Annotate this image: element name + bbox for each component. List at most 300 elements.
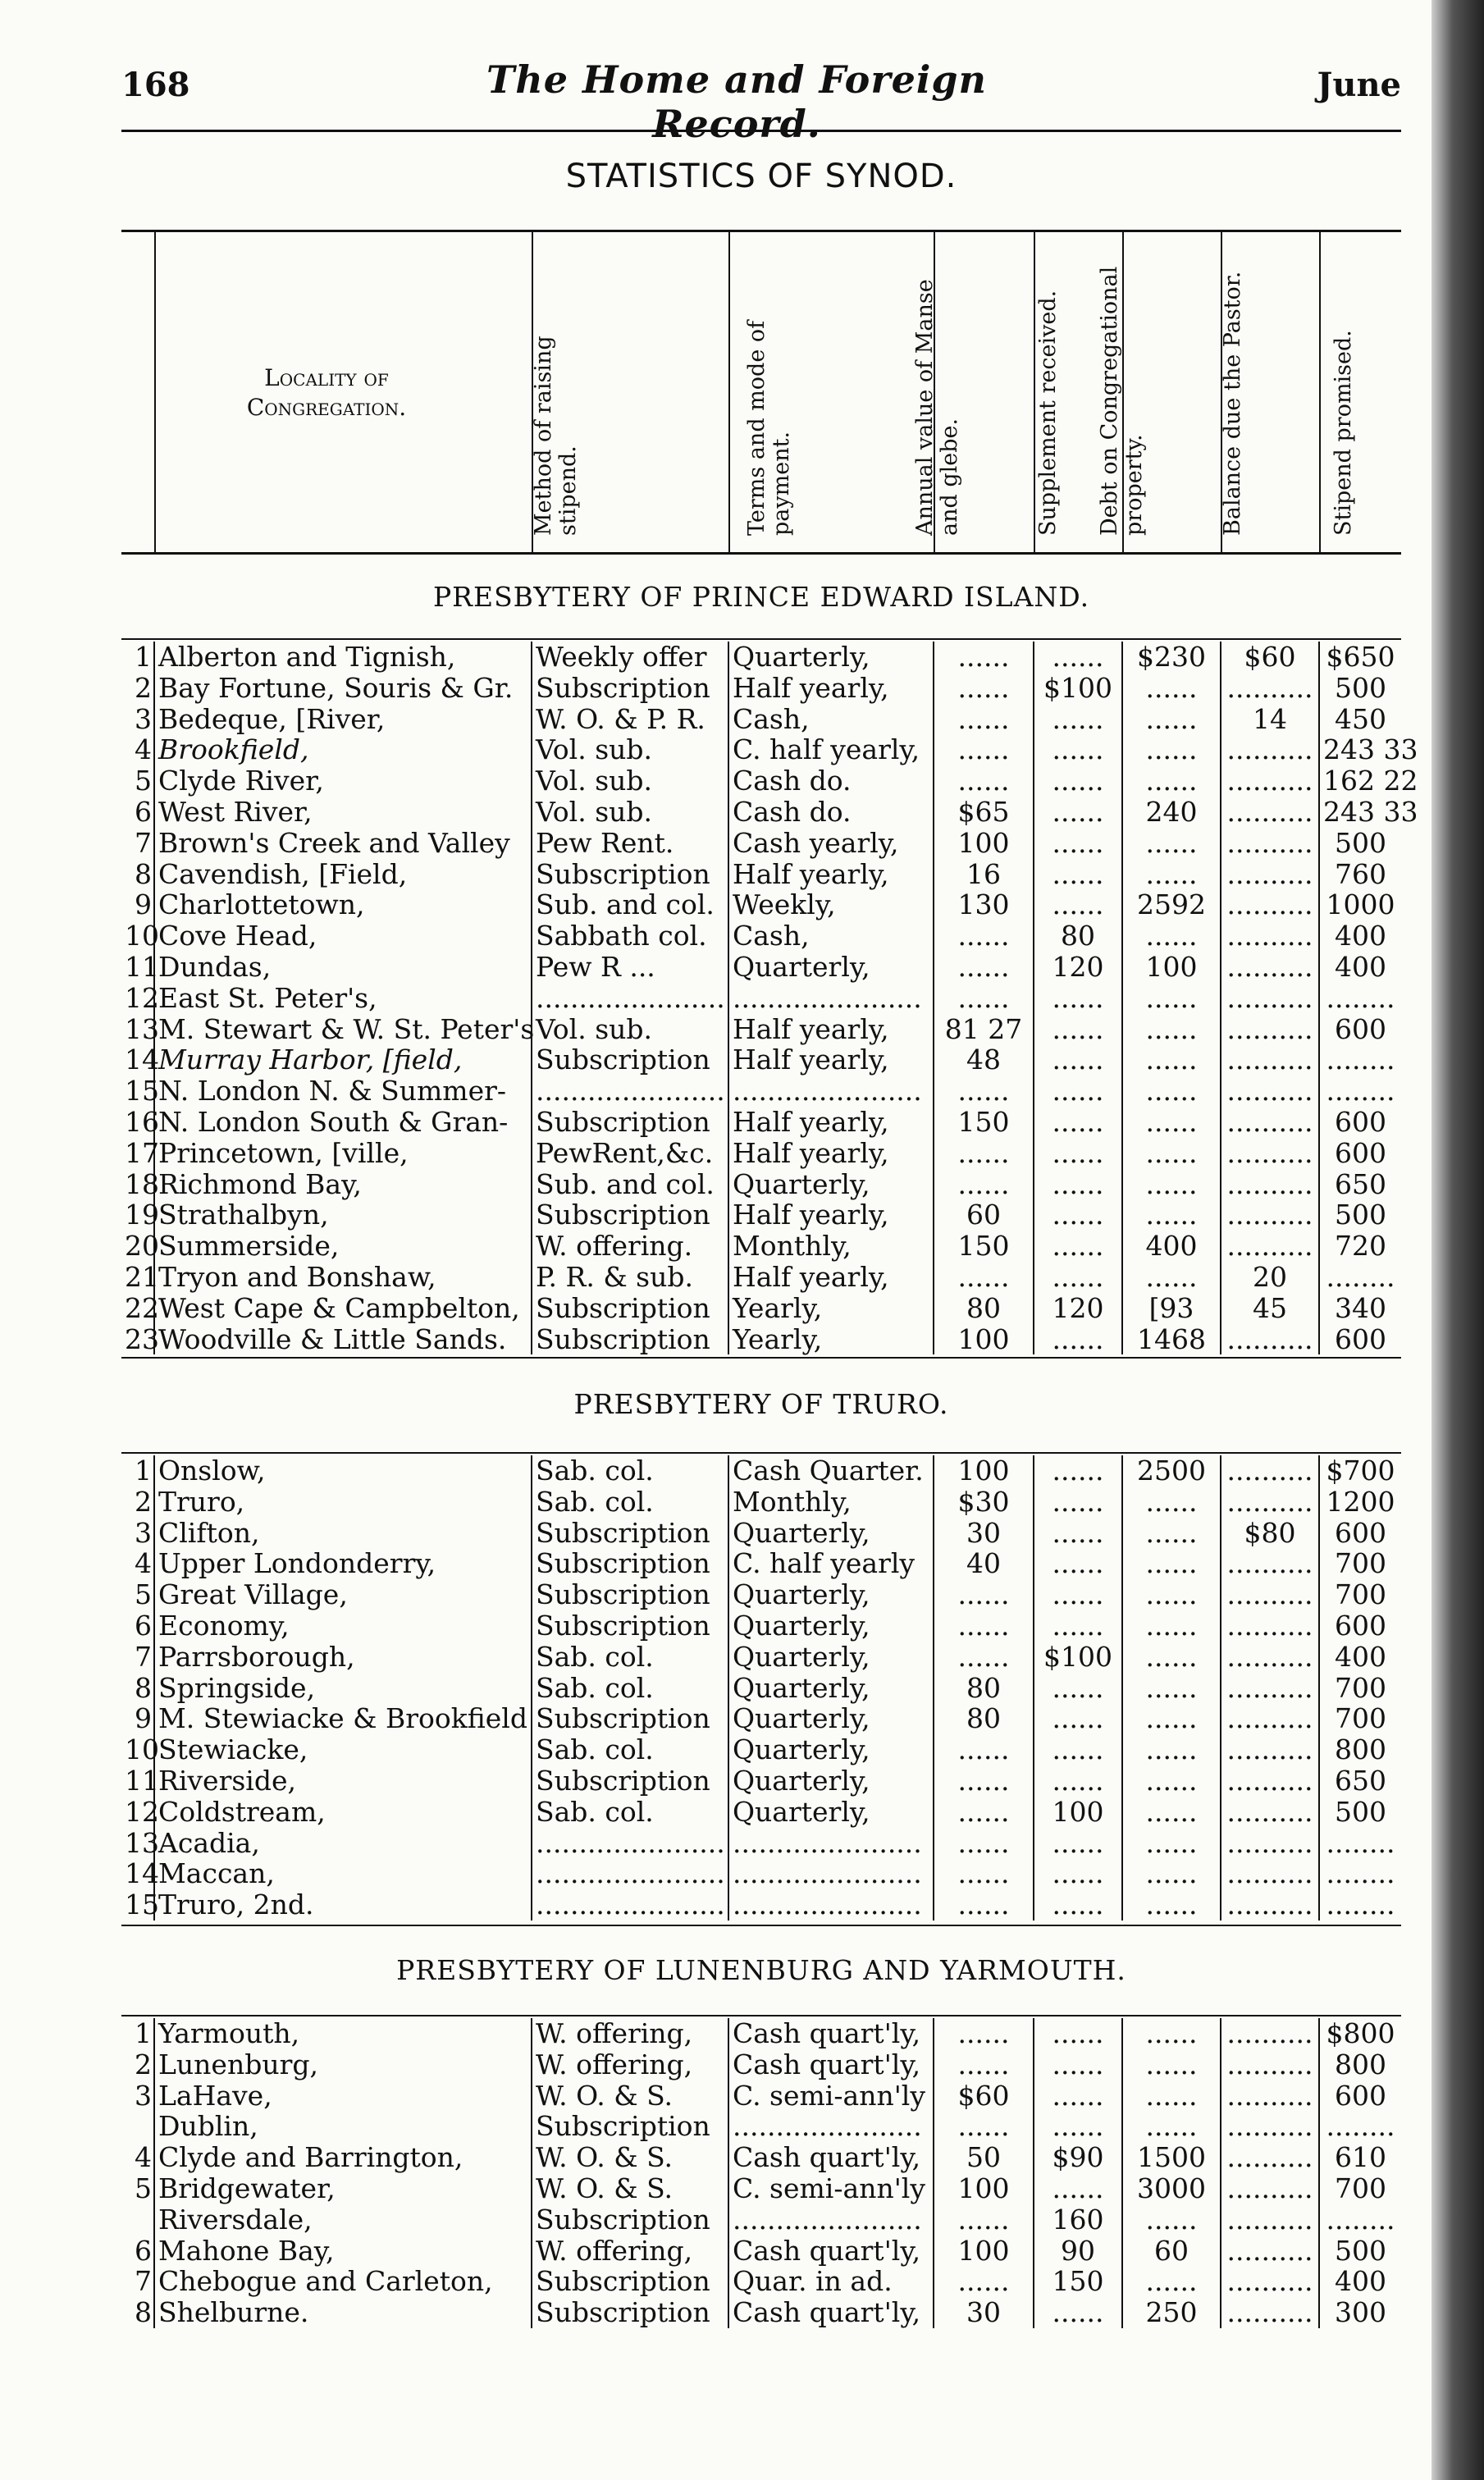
locality-cell: East St. Peter's, [158, 981, 377, 1014]
terms-cell: Weekly, [728, 889, 934, 920]
manse-cell: ...... [934, 1138, 1034, 1169]
manse-cell: 150 [934, 1107, 1034, 1138]
debt-cell: ...... [1122, 859, 1221, 890]
supplement-cell: 160 [1034, 2204, 1122, 2236]
page-title: STATISTICS OF SYNOD. [565, 158, 957, 195]
row-number: 1 [121, 2018, 154, 2049]
row-number: 22 [121, 1293, 154, 1324]
supplement-cell: ...... [1034, 1610, 1122, 1642]
statistics-table-lunenburg [121, 2018, 1401, 2328]
row-number: 15 [121, 1076, 154, 1107]
table-row [121, 1548, 1401, 1579]
debt-cell: 250 [1122, 2297, 1221, 2328]
balance-cell: 14 [1221, 704, 1319, 735]
stipend-cell: 400 [1319, 920, 1401, 952]
row-number: 6 [121, 1610, 154, 1642]
balance-cell: .......... [1221, 2236, 1319, 2267]
balance-cell: .......... [1221, 1610, 1319, 1642]
method-cell: Subscription [532, 1579, 728, 1610]
supplement-cell: ...... [1034, 765, 1122, 797]
debt-cell: ...... [1122, 1518, 1221, 1549]
stipend-cell: ........ [1319, 2204, 1401, 2236]
debt-cell: ...... [1122, 734, 1221, 765]
locality-cell: Dublin, [158, 2110, 258, 2143]
locality-cell: Chebogue and Carleton, [158, 2265, 493, 2298]
manse-cell: ...... [934, 1765, 1034, 1797]
balance-cell: .......... [1221, 1673, 1319, 1704]
stipend-cell: 650 [1319, 1169, 1401, 1200]
row-number: 6 [121, 797, 154, 828]
table-row [121, 1262, 1401, 1293]
terms-cell: ...................... [728, 1858, 934, 1889]
debt-cell: 400 [1122, 1231, 1221, 1262]
balance-cell: .......... [1221, 1889, 1319, 1921]
row-number: 9 [121, 1703, 154, 1734]
supplement-cell: 120 [1034, 952, 1122, 983]
debt-cell: ...... [1122, 2018, 1221, 2049]
locality-cell: Maccan, [158, 1857, 275, 1890]
balance-cell: .......... [1221, 1703, 1319, 1734]
method-cell: Subscription [532, 1548, 728, 1579]
manse-cell: 100 [934, 1324, 1034, 1355]
debt-cell: ...... [1122, 1076, 1221, 1107]
balance-cell: .......... [1221, 2111, 1319, 2142]
table-row [121, 828, 1401, 859]
stipend-cell: 700 [1319, 1703, 1401, 1734]
debt-cell: ...... [1122, 1262, 1221, 1293]
debt-cell: ...... [1122, 704, 1221, 735]
manse-cell: ...... [934, 2111, 1034, 2142]
terms-cell: Monthly, [728, 1487, 934, 1518]
column-header [121, 230, 1401, 555]
section-rule [121, 1925, 1401, 1926]
supplement-cell: 150 [1034, 2266, 1122, 2297]
table-row [121, 1579, 1401, 1610]
terms-cell: Cash, [728, 920, 934, 952]
table-row [121, 859, 1401, 890]
row-number: 4 [121, 734, 154, 765]
supplement-cell: ...... [1034, 1324, 1122, 1355]
terms-cell: Quarterly, [728, 1797, 934, 1828]
locality-cell: Truro, 2nd. [158, 1889, 314, 1921]
method-cell: Subscription [532, 1518, 728, 1549]
terms-cell: Cash do. [728, 797, 934, 828]
balance-cell: .......... [1221, 1797, 1319, 1828]
stipend-cell: 400 [1319, 1642, 1401, 1673]
table-row [121, 1199, 1401, 1231]
debt-header: Debt on Congregational property. [1097, 266, 1147, 536]
locality-header-line1: Locality of [264, 364, 389, 391]
method-cell: Subscription [532, 2111, 728, 2142]
balance-cell: .......... [1221, 1138, 1319, 1169]
row-number: 8 [121, 1673, 154, 1704]
method-cell: P. R. & sub. [532, 1262, 728, 1293]
section-title: PRESBYTERY OF PRINCE EDWARD ISLAND. [432, 581, 1090, 613]
manse-cell: ...... [934, 673, 1034, 704]
stipend-cell: 1200 [1319, 1487, 1401, 1518]
locality-cell: Bay Fortune, Souris & Gr. [158, 671, 514, 704]
row-number: 10 [121, 1734, 154, 1765]
stipend-cell: ........ [1319, 1828, 1401, 1859]
stipend-cell: 243 33 [1319, 797, 1401, 828]
terms-cell: Quarterly, [728, 952, 934, 983]
stipend-cell: ........ [1319, 1858, 1401, 1889]
supplement-cell: ...... [1034, 1138, 1122, 1169]
method-cell: Subscription [532, 673, 728, 704]
method-cell: Subscription [532, 2297, 728, 2328]
supplement-cell: ...... [1034, 2111, 1122, 2142]
manse-cell: 100 [934, 1455, 1034, 1487]
method-cell: Vol. sub. [532, 1014, 728, 1045]
stipend-cell: 162 22 [1319, 765, 1401, 797]
table-row [121, 642, 1401, 673]
debt-cell: ...... [1122, 765, 1221, 797]
terms-cell: Quarterly, [728, 1734, 934, 1765]
table-row [121, 2204, 1401, 2236]
supplement-cell: ...... [1034, 704, 1122, 735]
supplement-cell: ...... [1034, 1487, 1122, 1518]
stipend-cell: 243 33 [1319, 734, 1401, 765]
debt-cell: ...... [1122, 1579, 1221, 1610]
statistics-table-pei [121, 641, 1418, 1355]
manse-cell: 40 [934, 1548, 1034, 1579]
stipend-cell: 600 [1319, 1610, 1401, 1642]
manse-cell: ...... [934, 2018, 1034, 2049]
stipend-cell: 650 [1319, 1765, 1401, 1797]
stipend-cell: 800 [1319, 1734, 1401, 1765]
debt-cell: ...... [1122, 1487, 1221, 1518]
table-row [121, 983, 1401, 1014]
supplement-cell: ...... [1034, 1076, 1122, 1107]
terms-cell: C. half yearly [728, 1548, 934, 1579]
terms-cell: Half yearly, [728, 1262, 934, 1293]
method-cell: W. offering, [532, 2018, 728, 2049]
manse-cell: ...... [934, 1642, 1034, 1673]
supplement-cell: 120 [1034, 1293, 1122, 1324]
balance-cell: .......... [1221, 673, 1319, 704]
row-number: 13 [121, 1828, 154, 1859]
row-number: 12 [121, 983, 154, 1014]
stipend-cell: 600 [1319, 1518, 1401, 1549]
stipend-cell: 500 [1319, 828, 1401, 859]
stipend-cell: 600 [1319, 1324, 1401, 1355]
locality-cell: Stewiacke, [158, 1733, 308, 1766]
debt-cell: ...... [1122, 1889, 1221, 1921]
balance-cell: .......... [1221, 1076, 1319, 1107]
supplement-cell: ...... [1034, 983, 1122, 1014]
balance-cell: .......... [1221, 889, 1319, 920]
balance-cell: .......... [1221, 859, 1319, 890]
debt-cell: 3000 [1122, 2173, 1221, 2204]
stipend-cell: $700 [1319, 1455, 1401, 1487]
manse-cell: ...... [934, 1610, 1034, 1642]
table-row [121, 1138, 1401, 1169]
locality-cell: Bedeque, [River, [158, 702, 386, 735]
stipend-cell: 600 [1319, 2080, 1401, 2112]
manse-cell: 100 [934, 828, 1034, 859]
terms-header: Terms and mode of payment. [744, 320, 794, 536]
stipend-cell: 760 [1319, 859, 1401, 890]
locality-cell: Riverside, [158, 1764, 296, 1797]
manse-cell: ...... [934, 2266, 1034, 2297]
locality-cell: Economy, [158, 1609, 290, 1642]
row-number: 5 [121, 2173, 154, 2204]
method-cell: ...................... [532, 1889, 728, 1921]
statistics-table-truro [121, 1455, 1401, 1921]
manse-cell: 100 [934, 2236, 1034, 2267]
locality-cell: Riversdale, [158, 2203, 313, 2236]
row-number: 18 [121, 1169, 154, 1200]
locality-cell: Summerside, [158, 1230, 340, 1263]
terms-cell: Quarterly, [728, 642, 934, 673]
terms-cell: Quarterly, [728, 1703, 934, 1734]
terms-cell: ...................... [728, 1076, 934, 1107]
debt-cell: ...... [1122, 1703, 1221, 1734]
method-cell: Subscription [532, 859, 728, 890]
balance-cell: .......... [1221, 2266, 1319, 2297]
manse-cell: 48 [934, 1044, 1034, 1076]
row-number: 6 [121, 2236, 154, 2267]
section-rule [121, 1452, 1401, 1454]
supplement-cell: 90 [1034, 2236, 1122, 2267]
method-cell: Sab. col. [532, 1797, 728, 1828]
table-row [121, 1169, 1401, 1200]
terms-cell: Cash quart'ly, [728, 2049, 934, 2080]
manse-cell: 130 [934, 889, 1034, 920]
balance-cell: .......... [1221, 1579, 1319, 1610]
balance-cell: 45 [1221, 1293, 1319, 1324]
stipend-cell: ........ [1319, 1262, 1401, 1293]
table-row [121, 1107, 1401, 1138]
debt-cell: 2592 [1122, 889, 1221, 920]
stipend-cell: 600 [1319, 1138, 1401, 1169]
row-number: 2 [121, 2049, 154, 2080]
locality-header [154, 363, 499, 422]
stipend-cell: ........ [1319, 1889, 1401, 1921]
journal-title: The Home and Foreign Record. [486, 57, 987, 146]
locality-cell: Parrsborough, [158, 1640, 355, 1673]
supplement-cell: ...... [1034, 1828, 1122, 1859]
stipend-cell: 700 [1319, 1548, 1401, 1579]
stipend-cell: 400 [1319, 952, 1401, 983]
manse-cell: $30 [934, 1487, 1034, 1518]
locality-cell: Bridgewater, [158, 2172, 336, 2204]
supplement-cell: ...... [1034, 1765, 1122, 1797]
supplement-cell: ...... [1034, 1455, 1122, 1487]
debt-cell: 60 [1122, 2236, 1221, 2267]
method-cell: Subscription [532, 1044, 728, 1076]
table-row [121, 1518, 1401, 1549]
manse-cell: ...... [934, 983, 1034, 1014]
table-row [121, 1324, 1401, 1355]
locality-cell: N. London South & Gran- [158, 1105, 509, 1138]
balance-cell: $60 [1221, 642, 1319, 673]
debt-cell: ...... [1122, 1642, 1221, 1673]
supplement-cell: ...... [1034, 2080, 1122, 2112]
supplement-cell: ...... [1034, 889, 1122, 920]
terms-cell: Cash, [728, 704, 934, 735]
balance-cell: .......... [1221, 1828, 1319, 1859]
locality-cell: Upper Londonderry, [158, 1547, 436, 1580]
supplement-cell: ...... [1034, 1199, 1122, 1231]
method-cell: Sab. col. [532, 1455, 728, 1487]
row-number: 23 [121, 1324, 154, 1355]
method-cell: ...................... [532, 1858, 728, 1889]
method-cell: Sab. col. [532, 1734, 728, 1765]
locality-cell: Great Village, [158, 1578, 348, 1611]
debt-cell: 1468 [1122, 1324, 1221, 1355]
method-cell: Subscription [532, 1107, 728, 1138]
balance-cell: .......... [1221, 734, 1319, 765]
manse-cell: ...... [934, 1579, 1034, 1610]
debt-cell: 2500 [1122, 1455, 1221, 1487]
terms-cell: ...................... [728, 2111, 934, 2142]
table-row [121, 1889, 1401, 1921]
terms-cell: Cash do. [728, 765, 934, 797]
row-number: 5 [121, 765, 154, 797]
debt-cell: ...... [1122, 2049, 1221, 2080]
stipend-cell: 500 [1319, 673, 1401, 704]
stipend-cell: 300 [1319, 2297, 1401, 2328]
debt-cell: 240 [1122, 797, 1221, 828]
table-row [121, 2173, 1401, 2204]
row-number: 8 [121, 2297, 154, 2328]
stipend-cell: 700 [1319, 1673, 1401, 1704]
row-number: 3 [121, 2080, 154, 2112]
row-number: 15 [121, 1889, 154, 1921]
manse-cell: 150 [934, 1231, 1034, 1262]
method-cell: ...................... [532, 1076, 728, 1107]
row-number: 1 [121, 642, 154, 673]
manse-cell: 80 [934, 1673, 1034, 1704]
stipend-cell: 340 [1319, 1293, 1401, 1324]
table-row [121, 1293, 1401, 1324]
method-cell: Subscription [532, 1703, 728, 1734]
terms-cell: Cash yearly, [728, 828, 934, 859]
supplement-cell: ...... [1034, 1014, 1122, 1045]
terms-cell: C. semi-ann'ly [728, 2173, 934, 2204]
debt-cell: ...... [1122, 1797, 1221, 1828]
terms-cell: Half yearly, [728, 1014, 934, 1045]
stipend-cell: ........ [1319, 2111, 1401, 2142]
row-number: 9 [121, 889, 154, 920]
balance-cell: .......... [1221, 1765, 1319, 1797]
debt-cell: ...... [1122, 983, 1221, 1014]
stipend-cell: 700 [1319, 1579, 1401, 1610]
row-number: 13 [121, 1014, 154, 1045]
manse-cell: 50 [934, 2142, 1034, 2173]
section-title: PRESBYTERY OF TRURO. [573, 1388, 949, 1420]
table-row [121, 1044, 1401, 1076]
month: June [1317, 66, 1401, 104]
debt-cell: ...... [1122, 1734, 1221, 1765]
method-cell: Subscription [532, 1199, 728, 1231]
locality-cell: Murray Harbor, [field, [158, 1044, 463, 1076]
locality-cell: Lunenburg, [158, 2048, 318, 2080]
row-number: 3 [121, 1518, 154, 1549]
method-cell: Sab. col. [532, 1642, 728, 1673]
manse-cell: ...... [934, 952, 1034, 983]
supplement-cell: ...... [1034, 2297, 1122, 2328]
manse-cell: ...... [934, 920, 1034, 952]
stipend-cell: 600 [1319, 1014, 1401, 1045]
locality-cell: West Cape & Campbelton, [158, 1291, 520, 1324]
balance-cell: 20 [1221, 1262, 1319, 1293]
method-cell: Sabbath col. [532, 920, 728, 952]
row-number: 2 [121, 1487, 154, 1518]
debt-cell: 1500 [1122, 2142, 1221, 2173]
locality-cell: Acadia, [158, 1826, 260, 1859]
debt-cell: ...... [1122, 1858, 1221, 1889]
balance-cell: .......... [1221, 1169, 1319, 1200]
row-number: 12 [121, 1797, 154, 1828]
method-header: Method of raising stipend. [531, 336, 581, 536]
manse-cell: $65 [934, 797, 1034, 828]
table-row [121, 797, 1401, 828]
supplement-cell: ...... [1034, 2173, 1122, 2204]
debt-cell: ...... [1122, 828, 1221, 859]
locality-cell: Coldstream, [158, 1795, 326, 1828]
supplement-cell: ...... [1034, 1518, 1122, 1549]
balance-cell: .......... [1221, 1014, 1319, 1045]
terms-cell: Cash quart'ly, [728, 2236, 934, 2267]
table-row [121, 1703, 1401, 1734]
terms-cell: Half yearly, [728, 1138, 934, 1169]
table-row [121, 734, 1401, 765]
locality-cell: M. Stewart & W. St. Peter's [158, 1012, 535, 1045]
locality-cell: Shelburne. [158, 2296, 309, 2329]
table-row [121, 952, 1401, 983]
row-number: 10 [121, 920, 154, 952]
locality-cell: Mahone Bay, [158, 2234, 335, 2267]
method-cell: Pew R ... [532, 952, 728, 983]
locality-cell: Woodville & Little Sands. [158, 1322, 507, 1355]
balance-cell: $80 [1221, 1518, 1319, 1549]
table-row [121, 1797, 1401, 1828]
terms-cell: ...................... [728, 983, 934, 1014]
debt-cell: $230 [1122, 642, 1221, 673]
locality-cell: Cove Head, [158, 920, 317, 952]
manse-cell: 60 [934, 1199, 1034, 1231]
locality-cell: Tryon and Bonshaw, [158, 1260, 436, 1293]
table-row [121, 1610, 1401, 1642]
page-number: 168 [121, 66, 190, 104]
terms-cell: Cash quart'ly, [728, 2018, 934, 2049]
balance-cell: .......... [1221, 765, 1319, 797]
stipend-cell: 610 [1319, 2142, 1401, 2173]
row-number: 14 [121, 1858, 154, 1889]
row-number: 11 [121, 952, 154, 983]
row-number: 4 [121, 2142, 154, 2173]
manse-cell: ...... [934, 1169, 1034, 1200]
row-number: 7 [121, 1642, 154, 1673]
method-cell: Vol. sub. [532, 797, 728, 828]
debt-cell: ...... [1122, 1548, 1221, 1579]
stipend-cell: ........ [1319, 983, 1401, 1014]
terms-cell: Quarterly, [728, 1518, 934, 1549]
section-rule [121, 2015, 1401, 2016]
terms-cell: C. semi-ann'ly [728, 2080, 934, 2112]
row-number: 17 [121, 1138, 154, 1169]
table-row [121, 920, 1401, 952]
method-cell: Sub. and col. [532, 1169, 728, 1200]
manse-cell: ...... [934, 765, 1034, 797]
table-row [121, 1076, 1401, 1107]
row-number: 11 [121, 1765, 154, 1797]
manse-cell: ...... [934, 1828, 1034, 1859]
terms-cell: Quarterly, [728, 1610, 934, 1642]
stipend-cell: $800 [1319, 2018, 1401, 2049]
